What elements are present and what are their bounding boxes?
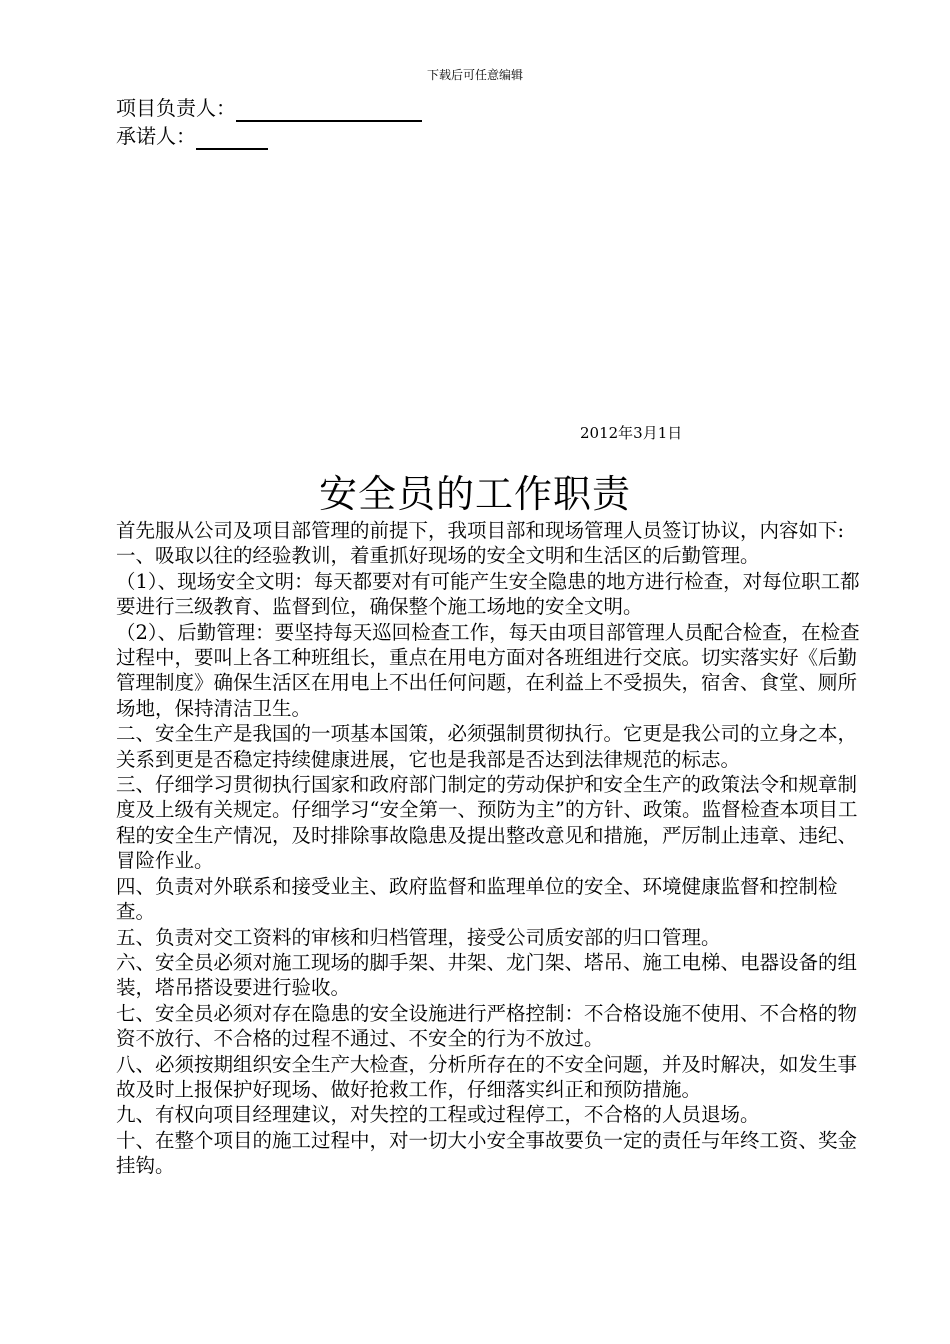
paragraph-8: 八、必须按期组织安全生产大检查，分析所存在的不安全问题，并及时解决，如发生事故及时上报保护好现场、做好抢救工作，仔细落实纠正和预防措施。 bbox=[116, 1052, 858, 1101]
promisor-label: 承诺人： bbox=[116, 124, 196, 148]
paragraph-2: 二、安全生产是我国的一项基本国策，必须强制贯彻执行。它更是我公司的立身之本，关系到更是否稳定持续健康进展，它也是我部是否达到法律规范的标志。 bbox=[116, 722, 858, 771]
paragraph-1-2: （2）、后勤管理：要坚持每天巡回检查工作，每天由项目部管理人员配合检查，在检查过程中，要叫上各工种班组长，重点在用电方面对各班组进行交底。切实落实好《后勤管理制度》确保生活区在用电上不出任何问题，在利益上不受损失，宿舍、食堂、厕所场地，保持清洁卫生。 bbox=[116, 620, 860, 720]
header-note: 下载后可任意编辑 bbox=[426, 68, 523, 82]
paragraph-1-1: （1）、现场安全文明：每天都要对有可能产生安全隐患的地方进行检查，对每位职工都要进行三级教育、监督到位，确保整个施工场地的安全文明。 bbox=[116, 569, 860, 619]
page-title: 安全员的工作职责 bbox=[318, 472, 631, 516]
project-leader-signature-line bbox=[236, 98, 422, 122]
paragraph-9: 九、有权向项目经理建议，对失控的工程或过程停工，不合格的人员退场。 bbox=[116, 1103, 760, 1127]
paragraph-1: 一、吸取以往的经验教训，着重抓好现场的安全文明和生活区的后勤管理。 bbox=[116, 544, 760, 568]
promisor-signature-line bbox=[196, 126, 268, 150]
paragraph-5: 五、负责对交工资料的审核和归档管理，接受公司质安部的归口管理。 bbox=[116, 925, 721, 949]
paragraph-intro: 首先服从公司及项目部管理的前提下，我项目部和现场管理人员签订协议，内容如下: bbox=[116, 519, 845, 542]
paragraph-4: 四、负责对外联系和接受业主、政府监督和监理单位的安全、环境健康监督和控制检查。 bbox=[116, 874, 838, 924]
paragraph-6: 六、安全员必须对施工现场的脚手架、井架、龙门架、塔吊、施工电梯、电器设备的组装，塔吊搭设要进行验收。 bbox=[116, 950, 858, 1000]
signature-block bbox=[116, 94, 422, 150]
paragraph-3: 三、仔细学习贯彻执行国家和政府部门制定的劳动保护和安全生产的政策法令和规章制度及上级有关规定。仔细学习“安全第一、预防为主”的方针、政策。监督检查本项目工程的安全生产情况，及时排除事故隐患及提出整改意见和措施，严厉制止违章、违纪、冒险作业。 bbox=[116, 773, 858, 873]
promisor-row bbox=[116, 122, 422, 150]
paragraph-7: 七、安全员必须对存在隐患的安全设施进行严格控制：不合格设施不使用、不合格的物资不放行、不合格的过程不通过、不安全的行为不放过。 bbox=[116, 1001, 858, 1051]
project-leader-label: 项目负责人： bbox=[116, 96, 236, 120]
document-date: 2012年3月1日 bbox=[580, 424, 683, 442]
project-leader-row bbox=[116, 94, 422, 122]
document-body bbox=[116, 518, 876, 1179]
paragraph-10: 十、在整个项目的施工过程中，对一切大小安全事故要负一定的责任与年终工资、奖金挂钩。 bbox=[116, 1128, 858, 1178]
